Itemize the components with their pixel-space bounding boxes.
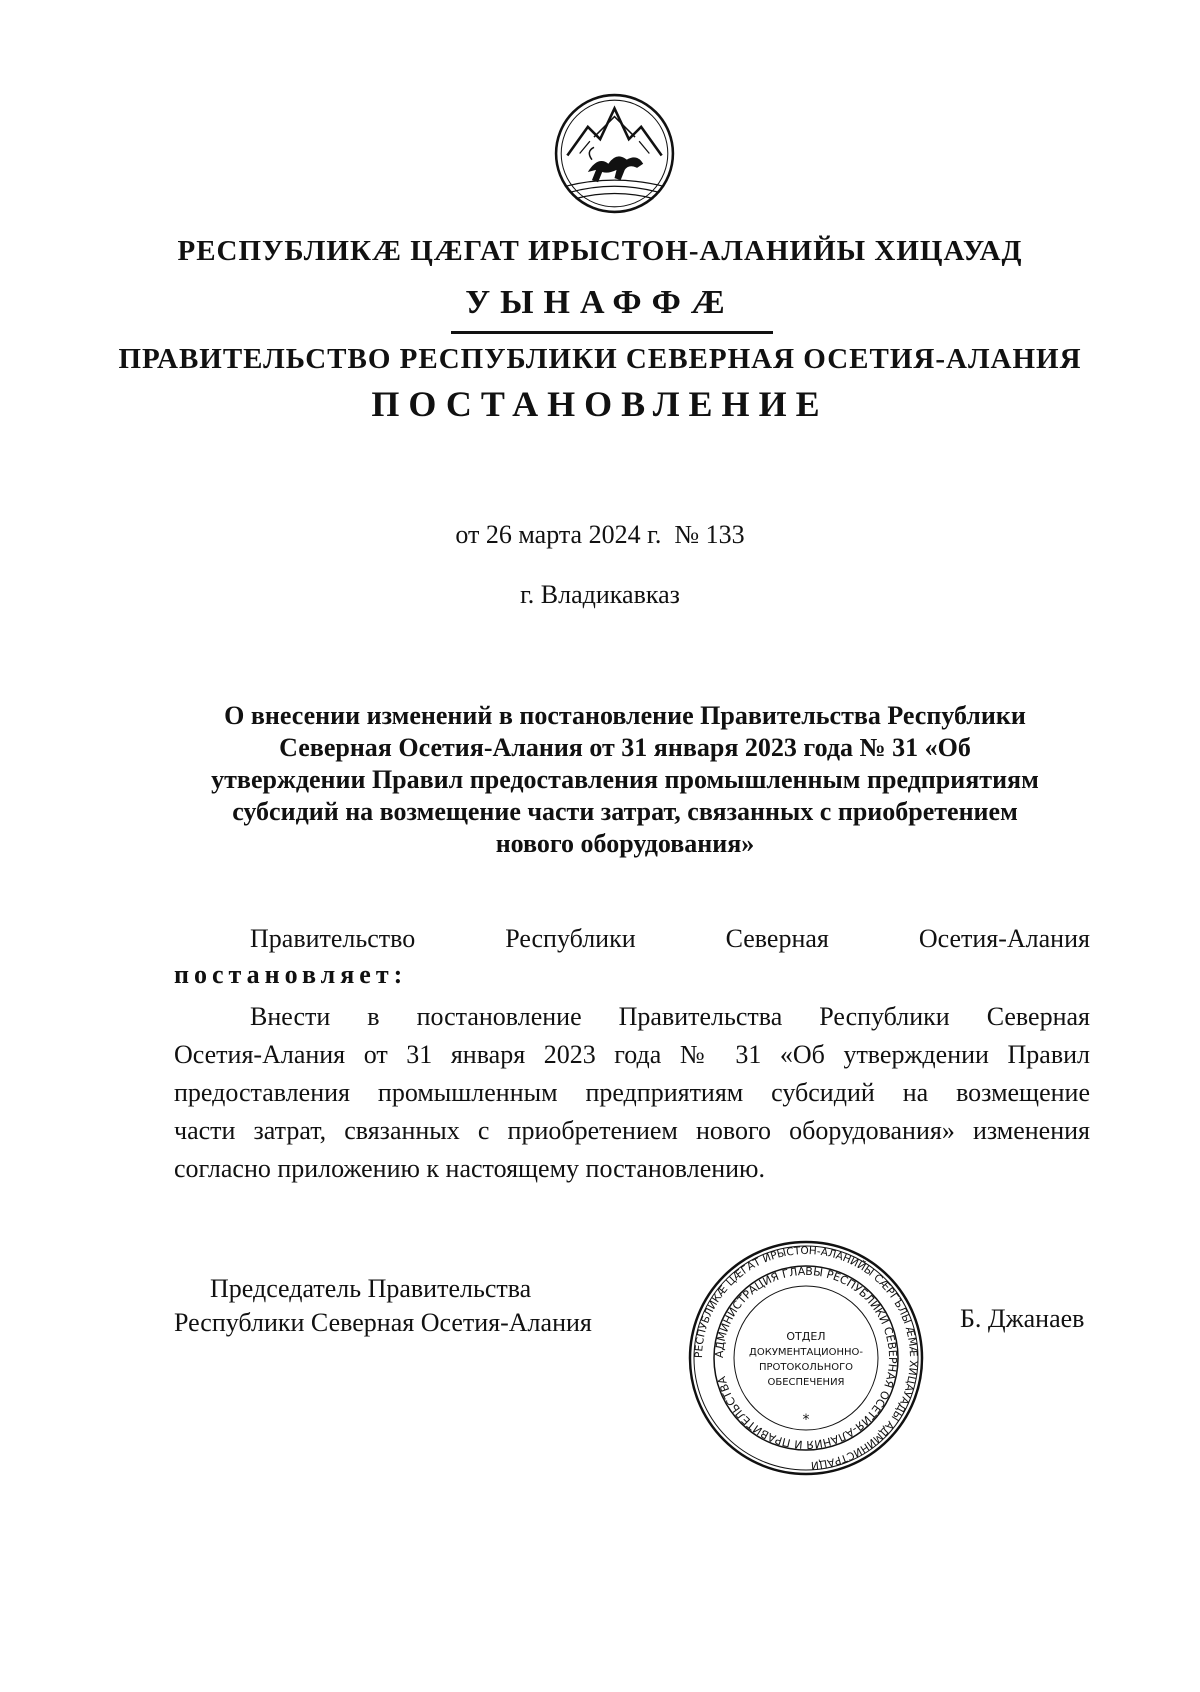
document-date-number: от 26 марта 2024 г. № 133 bbox=[455, 520, 745, 549]
ossetian-government-name: РЕСПУБЛИКӔ ЦӔГАТ ИРЫСТОН-АЛАНИЙЫ ХИЦАУАД bbox=[177, 235, 1023, 267]
preamble-word: Республики bbox=[505, 924, 636, 953]
signatory-title-line: Председатель Правительства bbox=[210, 1274, 532, 1303]
subject-line: нового оборудования» bbox=[495, 829, 755, 858]
subject-line: Северная Осетия-Алания от 31 января 2023 года № 31 «Об bbox=[279, 733, 971, 762]
decrees-word: постановляет: bbox=[174, 960, 408, 989]
signatory-title-line: Республики Северная Осетия-Алания bbox=[174, 1308, 592, 1337]
subject-line: субсидий на возмещение части затрат, связанных с приобретением bbox=[232, 797, 1018, 826]
document-city: г. Владикавказ bbox=[520, 580, 680, 609]
subject-line: О внесении изменений в постановление Правительства Республики bbox=[224, 701, 1026, 730]
russian-government-name: ПРАВИТЕЛЬСТВО РЕСПУБЛИКИ СЕВЕРНАЯ ОСЕТИЯ-АЛАНИЯ bbox=[118, 343, 1082, 375]
body-line: части затрат, связанных с приобретением нового оборудования» изменения bbox=[174, 1116, 1090, 1145]
seal-center-line: ПРОТОКОЛЬНОГО bbox=[758, 1362, 854, 1373]
body-line: согласно приложению к настоящему постановлению. bbox=[174, 1154, 765, 1183]
preamble-word: Северная bbox=[725, 924, 829, 953]
official-seal bbox=[686, 1238, 926, 1478]
document-subject bbox=[160, 700, 1090, 860]
russian-document-type: ПОСТАНОВЛЕНИЕ bbox=[371, 384, 829, 424]
subject-line: утверждении Правил предоставления промышленным предприятиям bbox=[211, 765, 1039, 794]
preamble-line bbox=[250, 924, 1090, 954]
coat-of-arms-emblem bbox=[553, 92, 676, 215]
seal-center-line: ДОКУМЕНТАЦИОННО- bbox=[749, 1347, 863, 1358]
header-divider bbox=[451, 331, 773, 334]
body-line: Внести в постановление Правительства Республики Северная bbox=[250, 1002, 1090, 1031]
body-line: Осетия-Алания от 31 января 2023 года № 31 «Об утверждении Правил bbox=[174, 1040, 1090, 1069]
body-line: предоставления промышленным предприятиям субсидий на возмещение bbox=[174, 1078, 1090, 1107]
signatory-title bbox=[174, 1272, 592, 1340]
seal-center-line: ОБЕСПЕЧЕНИЯ bbox=[767, 1377, 845, 1388]
seal-outer-text: РЕСПУБЛИКӔ ЦӔГАТ ИРЫСТОН-АЛАНИЙЫ СӔРГЪЛЫ ӔМӔ ХИЦАУАДЫ АДМИНИСТРАЦИ bbox=[692, 1244, 920, 1471]
preamble-word: Осетия-Алания bbox=[918, 924, 1090, 953]
preamble-word: Правительство bbox=[250, 924, 416, 953]
seal-star: * bbox=[802, 1412, 810, 1428]
document-body bbox=[174, 998, 1090, 1188]
seal-middle-text: АДМИНИСТРАЦИЯ ГЛАВЫ РЕСПУБЛИКИ СЕВЕРНАЯ ОСЕТИЯ-АЛАНИЯ И ПРАВИТЕЛЬСТВА bbox=[712, 1264, 900, 1452]
ossetian-document-type: УЫНАФФӔ bbox=[465, 284, 735, 321]
signatory-name: Б. Джанаев bbox=[960, 1304, 1085, 1333]
seal-center-line: ОТДЕЛ bbox=[786, 1330, 826, 1343]
